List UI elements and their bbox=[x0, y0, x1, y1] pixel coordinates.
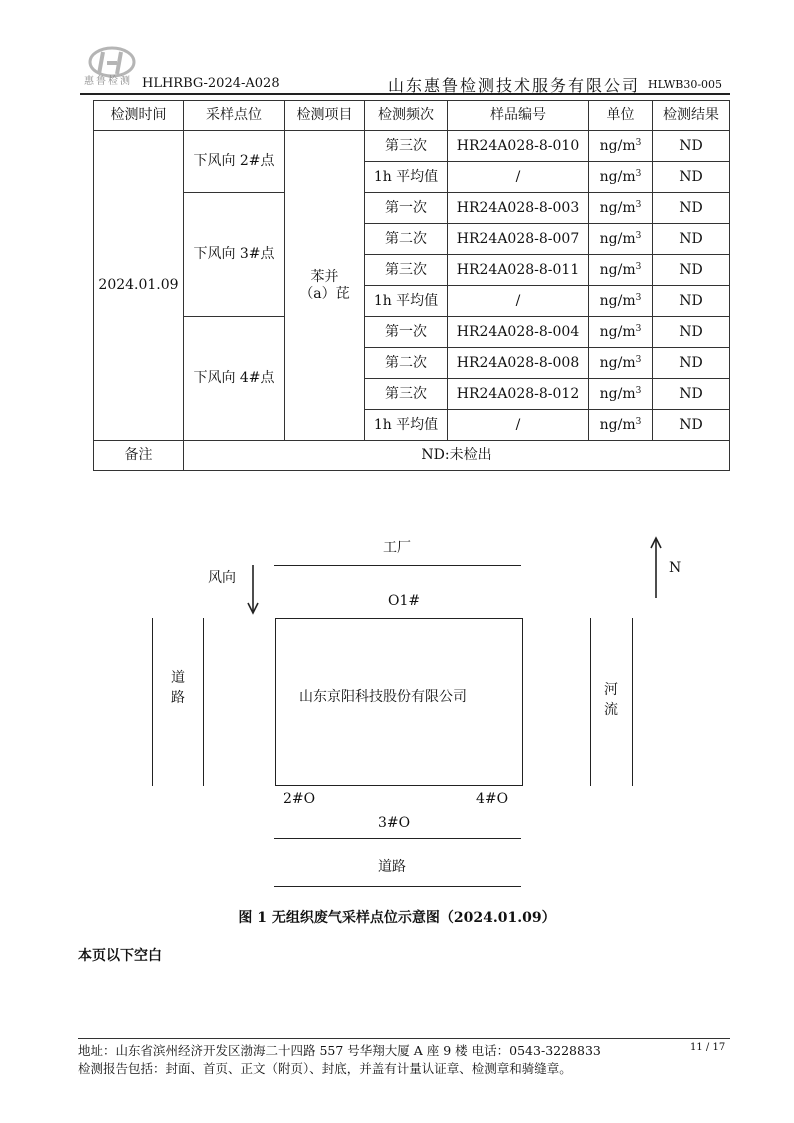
freq-cell: 第三次 bbox=[365, 255, 448, 286]
report-number: HLHRBG-2024-A028 bbox=[142, 76, 280, 91]
river-line-1 bbox=[590, 618, 591, 786]
header-cell: 采样点位 bbox=[184, 101, 285, 131]
company-name: 山东惠鲁检测技术服务有限公司 bbox=[388, 76, 641, 95]
unit-cell: $ng/m^3$ bbox=[589, 162, 653, 193]
freq-cell: 第一次 bbox=[365, 317, 448, 348]
sample-cell: HR24A028-8-010 bbox=[448, 131, 589, 162]
sample-cell: / bbox=[448, 162, 589, 193]
logo-text: 惠鲁检测 bbox=[84, 76, 132, 87]
freq-cell: 1h 平均值 bbox=[365, 286, 448, 317]
point-cell: 下风向 2#点 bbox=[184, 131, 285, 193]
footer-divider bbox=[78, 1038, 730, 1039]
sample-cell: HR24A028-8-008 bbox=[448, 348, 589, 379]
footer-report-contents: 检测报告包括：封面、首页、正文（附页）、封底，并盖有计量认证章、检测章和骑缝章。 bbox=[78, 1061, 572, 1076]
point-4-marker: 4#O bbox=[476, 791, 509, 807]
sample-cell: HR24A028-8-012 bbox=[448, 379, 589, 410]
unit-cell: $ng/m^3$ bbox=[589, 410, 653, 441]
results-table bbox=[93, 100, 730, 471]
result-cell: ND bbox=[653, 348, 730, 379]
table-row bbox=[94, 193, 730, 224]
river-line-2 bbox=[632, 618, 633, 786]
freq-cell: 第三次 bbox=[365, 131, 448, 162]
form-number: HLWB30-005 bbox=[648, 78, 723, 91]
freq-cell: 第三次 bbox=[365, 379, 448, 410]
note-text: ND:未检出 bbox=[184, 441, 730, 471]
header-cell: 单位 bbox=[589, 101, 653, 131]
freq-cell: 第二次 bbox=[365, 224, 448, 255]
sample-cell: HR24A028-8-004 bbox=[448, 317, 589, 348]
item-cell bbox=[285, 131, 365, 441]
date-cell: 2024.01.09 bbox=[94, 131, 184, 441]
note-row bbox=[94, 441, 730, 471]
note-label: 备注 bbox=[94, 441, 184, 471]
site-company-label: 山东京阳科技股份有限公司 bbox=[299, 689, 467, 705]
table-row bbox=[94, 131, 730, 162]
header-cell: 检测频次 bbox=[365, 101, 448, 131]
point-cell: 下风向 3#点 bbox=[184, 193, 285, 317]
sample-cell: / bbox=[448, 410, 589, 441]
north-label: N bbox=[669, 560, 682, 576]
result-cell: ND bbox=[653, 193, 730, 224]
result-cell: ND bbox=[653, 162, 730, 193]
sample-cell: HR24A028-8-003 bbox=[448, 193, 589, 224]
page-number: 11 / 17 bbox=[690, 1042, 726, 1053]
figure-caption: 图 1 无组织废气采样点位示意图（2024.01.09） bbox=[238, 910, 556, 926]
header-cell: 样品编号 bbox=[448, 101, 589, 131]
road-bottom-line-2 bbox=[274, 886, 521, 887]
result-cell: ND bbox=[653, 224, 730, 255]
point-cell: 下风向 4#点 bbox=[184, 317, 285, 441]
header-cell: 检测项目 bbox=[285, 101, 365, 131]
result-cell: ND bbox=[653, 286, 730, 317]
freq-cell: 1h 平均值 bbox=[365, 410, 448, 441]
item-text: 苯并（a）芘 bbox=[299, 269, 350, 302]
freq-cell: 第二次 bbox=[365, 348, 448, 379]
factory-line bbox=[274, 565, 521, 566]
result-cell: ND bbox=[653, 379, 730, 410]
unit-cell: $ng/m^3$ bbox=[589, 224, 653, 255]
blank-page-note: 本页以下空白 bbox=[78, 948, 162, 964]
result-cell: ND bbox=[653, 255, 730, 286]
road-left-label: 道路 bbox=[171, 670, 185, 706]
sample-cell: HR24A028-8-007 bbox=[448, 224, 589, 255]
result-cell: ND bbox=[653, 410, 730, 441]
unit-cell: $ng/m^3$ bbox=[589, 317, 653, 348]
sample-cell: HR24A028-8-011 bbox=[448, 255, 589, 286]
wind-arrow-icon bbox=[246, 565, 260, 615]
unit-cell: $ng/m^3$ bbox=[589, 348, 653, 379]
road-left-line-1 bbox=[152, 618, 153, 786]
unit-cell: $ng/m^3$ bbox=[589, 193, 653, 224]
table-row bbox=[94, 317, 730, 348]
result-cell: ND bbox=[653, 317, 730, 348]
footer-address: 地址：山东省滨州经济开发区渤海二十四路 557 号华翔大厦 A 座 9 楼 电话：0543-3228833 bbox=[78, 1043, 601, 1058]
header-cell: 检测结果 bbox=[653, 101, 730, 131]
header-divider bbox=[80, 93, 730, 95]
road-bottom-label: 道路 bbox=[378, 859, 406, 875]
result-cell: ND bbox=[653, 131, 730, 162]
unit-cell: $ng/m^3$ bbox=[589, 255, 653, 286]
factory-label: 工厂 bbox=[383, 540, 411, 556]
road-bottom-line-1 bbox=[274, 838, 521, 839]
road-left-line-2 bbox=[203, 618, 204, 786]
header-cell: 检测时间 bbox=[94, 101, 184, 131]
sample-cell: / bbox=[448, 286, 589, 317]
north-arrow-icon bbox=[648, 536, 664, 598]
wind-direction-label: 风向 bbox=[208, 570, 236, 586]
freq-cell: 1h 平均值 bbox=[365, 162, 448, 193]
unit-cell: $ng/m^3$ bbox=[589, 131, 653, 162]
unit-cell: $ng/m^3$ bbox=[589, 379, 653, 410]
river-label: 河流 bbox=[604, 682, 618, 718]
table-header-row bbox=[94, 101, 730, 131]
point-3-marker: 3#O bbox=[378, 815, 411, 831]
point-1-marker: O1# bbox=[388, 593, 421, 609]
unit-cell: $ng/m^3$ bbox=[589, 286, 653, 317]
point-2-marker: 2#O bbox=[283, 791, 316, 807]
freq-cell: 第一次 bbox=[365, 193, 448, 224]
